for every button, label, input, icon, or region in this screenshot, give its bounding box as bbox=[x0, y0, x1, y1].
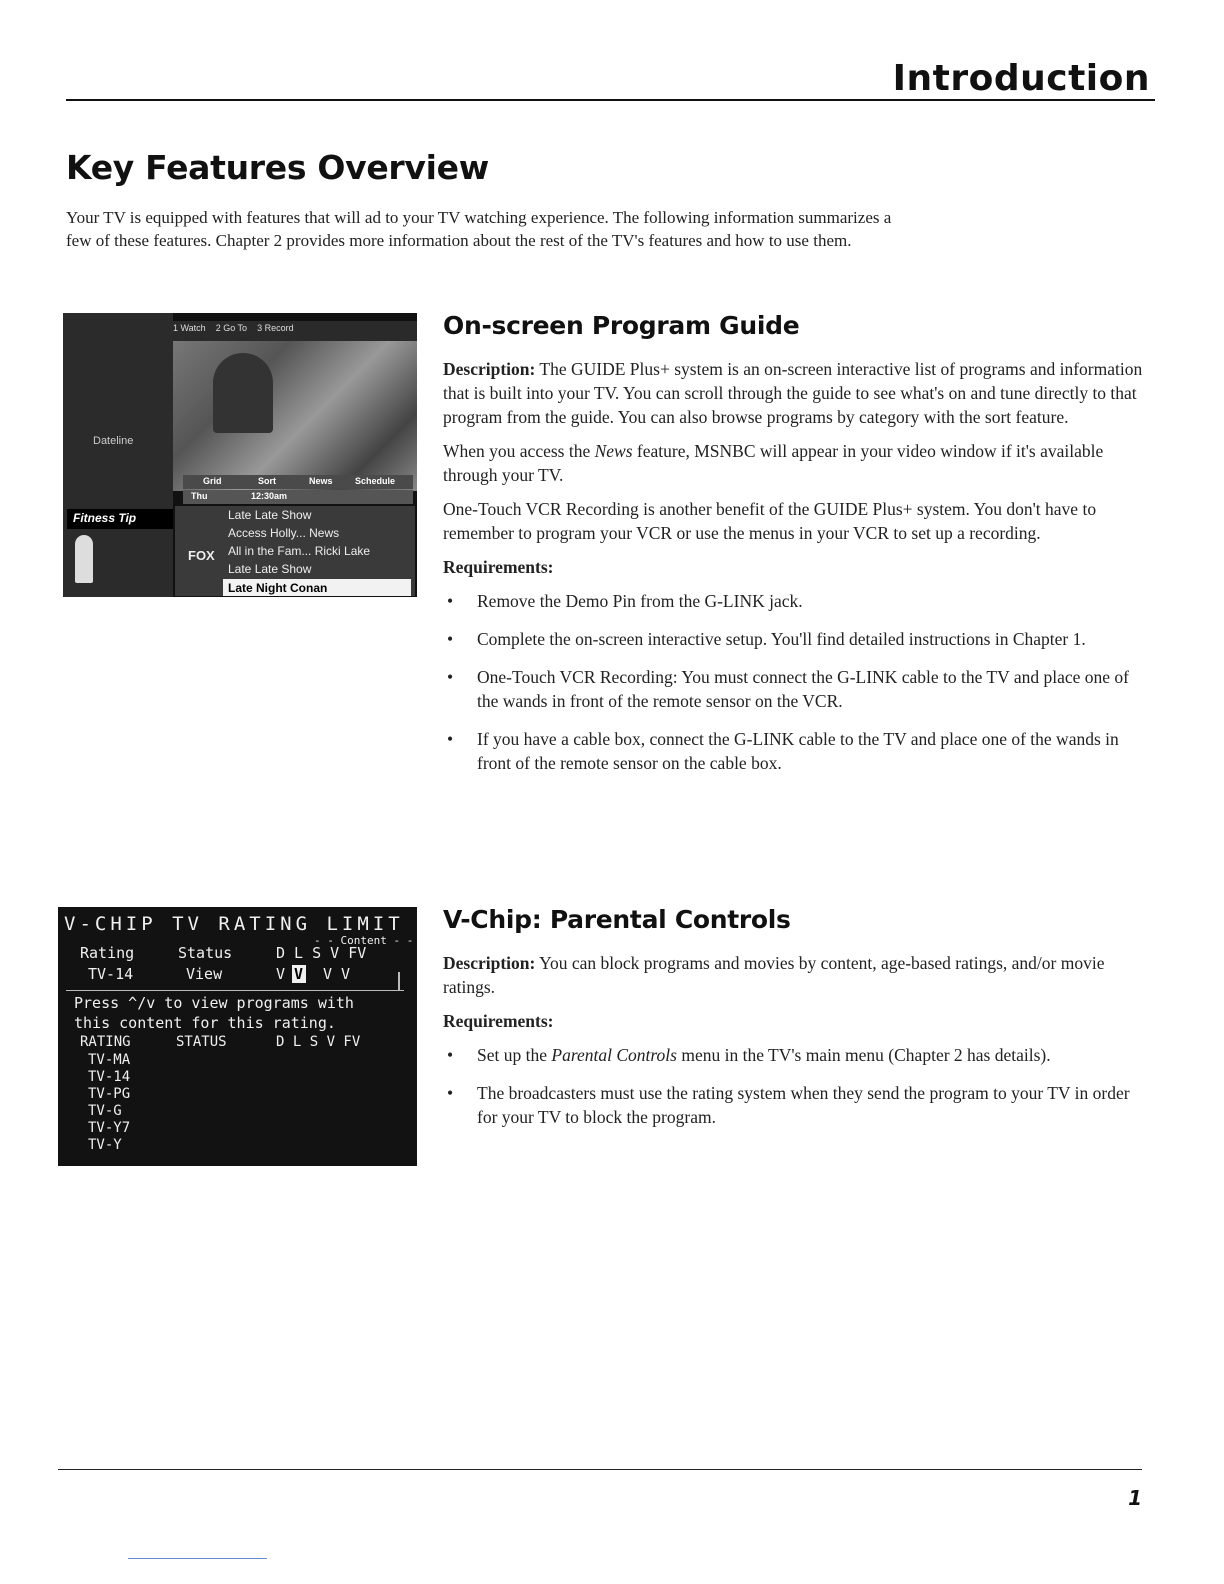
guide-plus-screenshot bbox=[63, 313, 417, 597]
bullet-icon: • bbox=[447, 591, 454, 611]
description-label: Description: bbox=[443, 953, 536, 973]
vchip-content-label: - - Content - - bbox=[314, 934, 414, 947]
bullet-icon: • bbox=[447, 667, 454, 687]
vchip-col-status: Status bbox=[178, 944, 233, 962]
vchip-current-status: View bbox=[186, 965, 223, 983]
vchip-current-rating: TV-14 bbox=[88, 965, 134, 983]
news-text-pre: When you access the bbox=[443, 441, 595, 461]
scan-artifact-line bbox=[128, 1558, 267, 1559]
fox-logo: FOX bbox=[188, 548, 215, 563]
vchip-table-content-header: D L S V FV bbox=[276, 1034, 361, 1050]
tab-schedule: Schedule bbox=[355, 476, 396, 486]
page-title: Key Features Overview bbox=[66, 148, 489, 187]
vchip-title: V-CHIP TV RATING LIMIT bbox=[64, 913, 404, 935]
requirements-label: Requirements: bbox=[443, 557, 554, 577]
guide-section-body bbox=[443, 357, 1148, 789]
list-item bbox=[443, 1043, 1143, 1067]
video-figure-shape bbox=[213, 353, 273, 433]
section-header-title: Introduction bbox=[892, 58, 1150, 99]
list-item bbox=[443, 627, 1148, 651]
guide-description-text: The GUIDE Plus+ system is an on-screen interactive list of programs and information that is built into your TV. You can scroll through the guide to see what's on and tune directly to that program from the guide. You can also browse programs by category with the sort feature. bbox=[443, 359, 1143, 427]
guide-top-item-watch: 1 Watch bbox=[173, 323, 206, 333]
requirements-label: Requirements: bbox=[443, 1011, 554, 1031]
bullet-icon: • bbox=[447, 629, 454, 649]
guide-row: Late Late Show bbox=[228, 562, 312, 576]
bullet-icon: • bbox=[447, 1083, 454, 1103]
vchip-divider bbox=[66, 990, 404, 991]
bullet-icon: • bbox=[447, 729, 454, 749]
vchip-box-edge bbox=[398, 972, 400, 990]
bullet-icon: • bbox=[447, 1045, 454, 1065]
req2-text: The broadcasters must use the rating system when they send the program to your TV in order for your TV to block the program. bbox=[477, 1083, 1130, 1127]
guide-top-item-record: 3 Record bbox=[257, 323, 294, 333]
guide-row: All in the Fam... Ricki Lake bbox=[228, 544, 371, 558]
guide-row: Late Late Show bbox=[228, 508, 312, 522]
tab-grid: Grid bbox=[203, 476, 222, 486]
guide-top-item-goto: 2 Go To bbox=[215, 323, 248, 333]
guide-date-row bbox=[183, 490, 413, 504]
guide-time: 12:30am bbox=[251, 491, 288, 501]
vchip-table-rating-header: RATING bbox=[80, 1034, 131, 1050]
requirement-text: If you have a cable box, connect the G-LINK cable to the TV and place one of the wands in front of the remote sensor on the cable box. bbox=[477, 729, 1119, 773]
tab-sort: Sort bbox=[258, 476, 276, 486]
requirement-text: Remove the Demo Pin from the G-LINK jack. bbox=[477, 591, 803, 611]
list-item bbox=[443, 1081, 1143, 1129]
one-touch-paragraph: One-Touch VCR Recording is another benefit of the GUIDE Plus+ system. You don't have to remember to program your VCR or use the menus in your VCR to set up a recording. bbox=[443, 499, 1097, 543]
vchip-rating-list: TV-MA TV-14 TV-PG TV-G TV-Y7 TV-Y bbox=[88, 1052, 131, 1153]
vchip-content-cols: D L S V FV bbox=[276, 944, 367, 962]
guide-video-window bbox=[173, 341, 417, 491]
news-text-italic: News bbox=[594, 441, 633, 461]
fitness-figure-icon bbox=[75, 535, 93, 583]
guide-section-heading: On-screen Program Guide bbox=[443, 311, 800, 340]
vchip-col-rating: Rating bbox=[80, 944, 135, 962]
tab-news: News bbox=[309, 476, 333, 486]
fitness-tip-label: Fitness Tip bbox=[73, 511, 137, 525]
list-item bbox=[443, 727, 1148, 775]
vchip-table-status-header: STATUS bbox=[176, 1034, 227, 1050]
vchip-section-heading: V-Chip: Parental Controls bbox=[443, 905, 791, 934]
guide-row: Access Holly... News bbox=[228, 526, 340, 540]
requirement-text: One-Touch VCR Recording: You must connect the G-LINK cable to the TV and place one of the wands in front of the remote sensor on the VCR. bbox=[477, 667, 1129, 711]
page-number: 1 bbox=[1128, 1486, 1142, 1510]
vchip-values-right: V V bbox=[323, 965, 351, 983]
guide-selected-row-label: Late Night Conan bbox=[228, 581, 328, 595]
vchip-message: Press ^/v to view programs with this content for this rating. bbox=[74, 994, 354, 1032]
guide-description bbox=[443, 357, 1148, 429]
vchip-screenshot bbox=[58, 907, 417, 1166]
vchip-selected-value: V bbox=[294, 965, 304, 983]
vchip-section-body bbox=[443, 951, 1143, 1143]
guide-requirements-list bbox=[443, 589, 1148, 775]
list-item bbox=[443, 665, 1148, 713]
guide-side-channel: Dateline bbox=[93, 435, 134, 447]
vchip-value-d: V bbox=[276, 965, 286, 983]
vchip-description bbox=[443, 951, 1143, 999]
description-label: Description: bbox=[443, 359, 536, 379]
header-rule bbox=[66, 99, 1155, 101]
news-text-post: feature, MSNBC will appear in your video window if it's available through your TV. bbox=[443, 441, 1104, 485]
req1-text-post: menu in the TV's main menu (Chapter 2 has details). bbox=[676, 1045, 1051, 1065]
vchip-description-text: You can block programs and movies by content, age-based ratings, and/or movie ratings. bbox=[443, 953, 1105, 997]
intro-paragraph: Your TV is equipped with features that will ad to your TV watching experience. The following information summarizes a few of these features. Chapter 2 provides more information about the rest of the TV's features and how to use them. bbox=[66, 208, 892, 250]
footer-rule bbox=[58, 1469, 1142, 1470]
news-paragraph bbox=[443, 439, 1148, 487]
guide-top-menu bbox=[173, 323, 294, 333]
guide-day: Thu bbox=[191, 491, 208, 501]
req1-text-pre: Set up the bbox=[477, 1045, 552, 1065]
req1-text-italic: Parental Controls bbox=[551, 1045, 677, 1065]
requirement-text: Complete the on-screen interactive setup. You'll find detailed instructions in Chapter 1. bbox=[477, 629, 1086, 649]
list-item bbox=[443, 589, 1148, 613]
vchip-requirements-list bbox=[443, 1043, 1143, 1129]
